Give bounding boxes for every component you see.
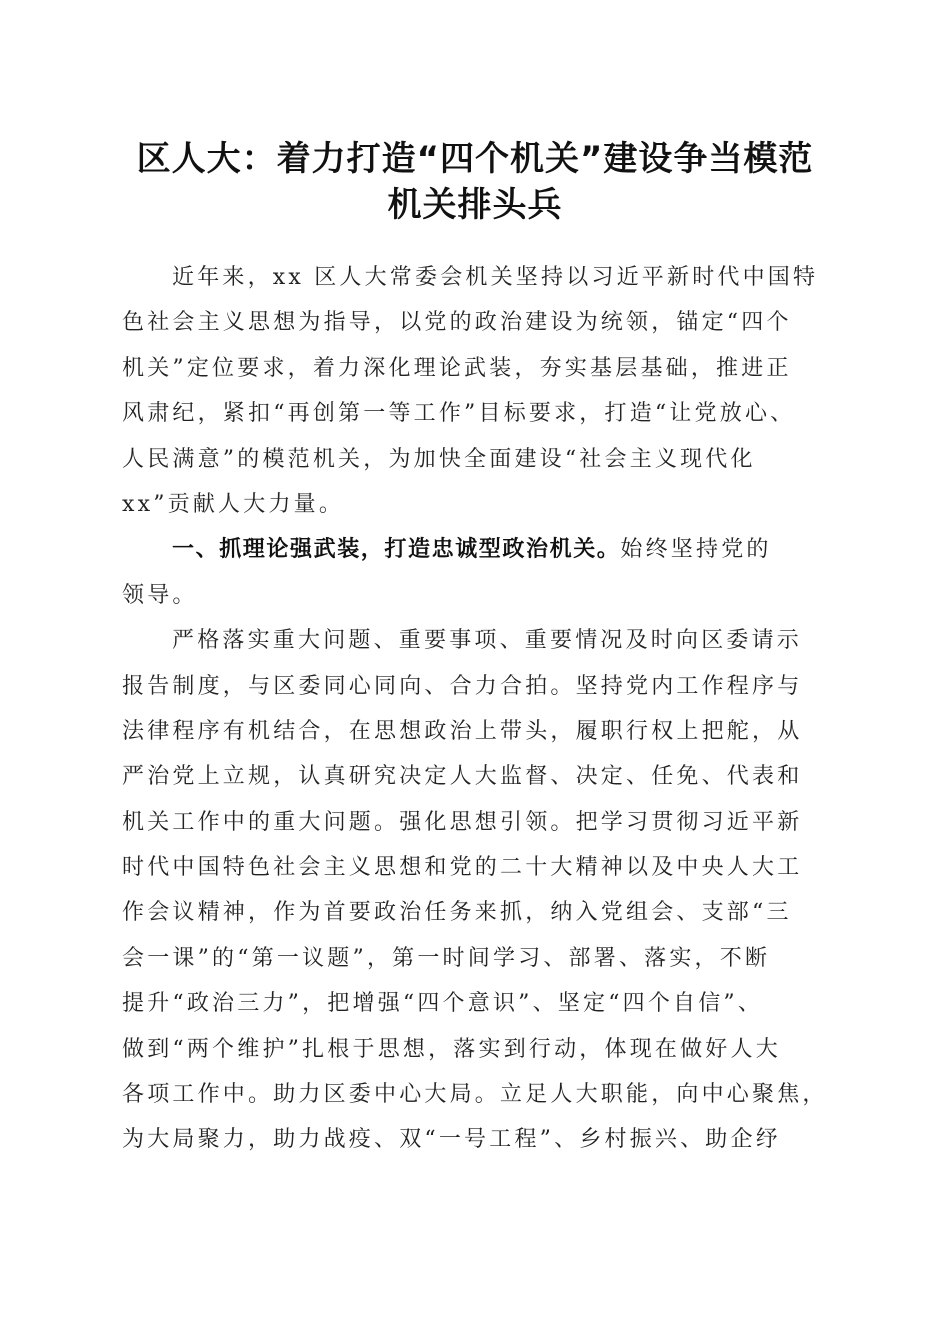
- paragraph-3-line: 报告制度，与区委同心同向、合力合拍。坚持党内工作程序与: [122, 673, 803, 699]
- paragraph-3-line: 会一课”的“第一议题”，第一时间学习、部署、落实，不断: [122, 945, 771, 971]
- paragraph-1-line: 色社会主义思想为指导，以党的政治建设为统领，锚定“四个: [122, 310, 792, 336]
- document-title: [100, 136, 850, 228]
- paragraph-1-line: xx”贡献人大力量。: [122, 491, 345, 517]
- paragraph-3-line: 为大局聚力，助力战疫、双“一号工程”、乡村振兴、助企纾: [122, 1127, 781, 1153]
- paragraph-3-line: 提升“政治三力”，把增强“四个意识”、坚定“四个自信”、: [122, 991, 764, 1017]
- paragraph-1-line: 风肃纪，紧扣“再创第一等工作”目标要求，打造“让党放心、: [122, 401, 796, 427]
- paragraph-1-line: 人民满意”的模范机关，为加快全面建设“社会主义现代化: [122, 446, 756, 472]
- section-1-line: [122, 527, 827, 572]
- paragraph-3-line: 严格落实重大问题、重要事项、重要情况及时向区委请示: [172, 628, 803, 654]
- paragraph-3-line: 时代中国特色社会主义思想和党的二十大精神以及中央人大工: [122, 855, 803, 881]
- paragraph-3-line: 作会议精神，作为首要政治任务来抓，纳入党组会、支部“三: [122, 900, 792, 926]
- section-1-heading: 一、抓理论强武装，打造忠诚型政治机关。: [172, 537, 621, 563]
- title-line-2: 机关排头兵: [387, 185, 563, 225]
- paragraph-3-line: 各项工作中。助力区委中心大局。立足人大职能，向中心聚焦，: [122, 1082, 828, 1108]
- document-body: [122, 255, 827, 1163]
- paragraph-3-line: 机关工作中的重大问题。强化思想引领。把学习贯彻习近平新: [122, 809, 803, 835]
- section-1-line: 领导。: [122, 582, 198, 608]
- paragraph-3-line: 法律程序有机结合，在思想政治上带头，履职行权上把舵，从: [122, 718, 803, 744]
- paragraph-3-line: 严治党上立规，认真研究决定人大监督、决定、任免、代表和: [122, 764, 803, 790]
- paragraph-3-line: 做到“两个维护”扎根于思想，落实到行动，体现在做好人大: [122, 1036, 781, 1062]
- title-line-1: 区人大：着力打造“四个机关”建设争当模范: [136, 139, 814, 179]
- paragraph-1-line: 近年来，xx 区人大常委会机关坚持以习近平新时代中国特: [172, 265, 819, 290]
- paragraph-1-line: 机关”定位要求，着力深化理论武装，夯实基层基础，推进正: [122, 355, 792, 381]
- section-1-text: 始终坚持党的: [620, 537, 772, 563]
